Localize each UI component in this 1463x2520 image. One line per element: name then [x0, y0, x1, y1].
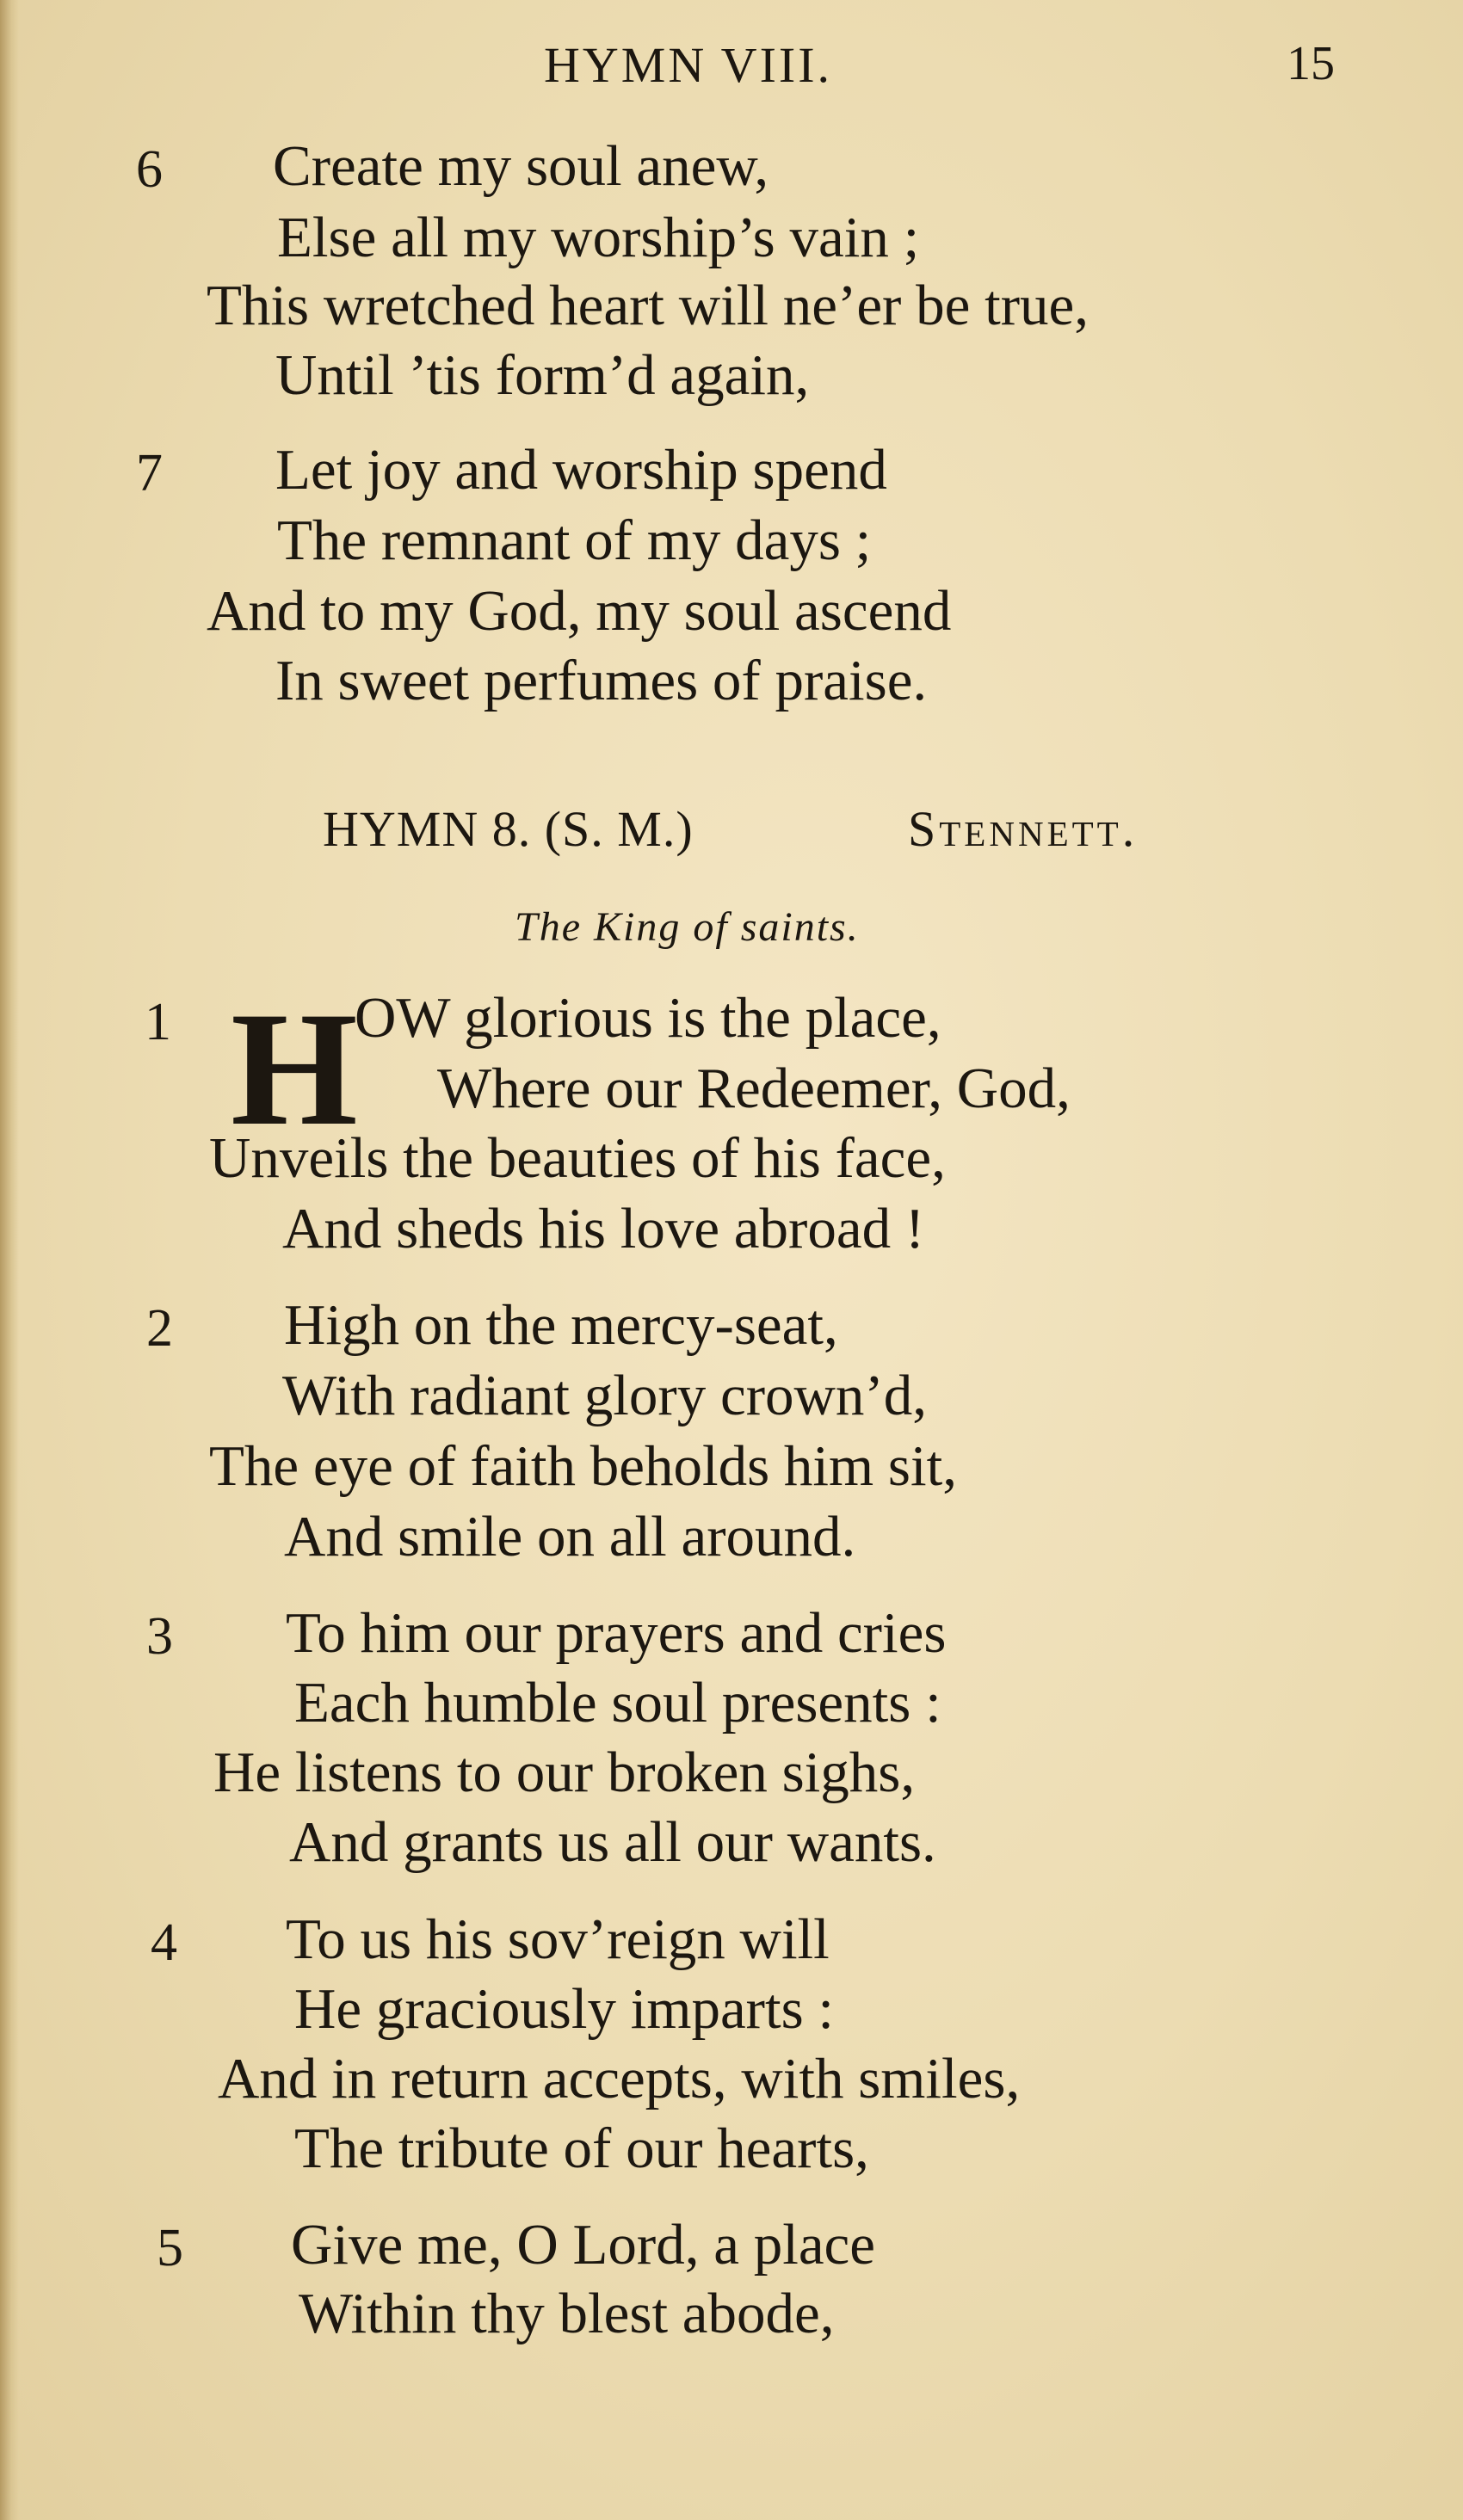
page-gutter-shadow	[0, 0, 19, 2520]
verse-line: Give me, O Lord, a place	[291, 2213, 876, 2277]
drop-cap: H	[231, 979, 358, 1160]
verse-line: And to my God, my soul ascend	[207, 579, 952, 643]
verse-line: The eye of faith beholds him sit,	[209, 1434, 957, 1498]
stanza-number: 4	[151, 1913, 177, 1972]
verse-line: To him our prayers and cries	[286, 1601, 947, 1665]
verse-line: The remnant of my days ;	[277, 508, 872, 572]
verse-line: And sheds his love abroad !	[282, 1197, 925, 1260]
verse-line: Within thy blest abode,	[299, 2282, 835, 2345]
verse-line: Create my soul anew,	[273, 134, 769, 198]
stanza-number: 5	[157, 2219, 183, 2277]
hymn-author: Stennett.	[908, 801, 1139, 857]
stanza-number: 6	[136, 140, 163, 199]
hymn-heading: HYMN 8. (S. M.)	[323, 801, 694, 857]
verse-line: High on the mercy-seat,	[284, 1293, 838, 1357]
verse-line: Each humble soul presents :	[294, 1671, 941, 1734]
verse-line: In sweet perfumes of praise.	[275, 649, 928, 712]
verse-line: And grants us all our wants.	[289, 1810, 936, 1874]
verse-line: He graciously imparts :	[294, 1977, 835, 2041]
verse-line: Until ’tis form’d again,	[275, 343, 810, 407]
stanza-number: 7	[136, 444, 163, 502]
stanza-number: 3	[146, 1607, 173, 1666]
page-number: 15	[1287, 37, 1335, 90]
hymn-subtitle: The King of saints.	[515, 904, 860, 950]
hymn-title	[0, 800, 1463, 869]
verse-line: And smile on all around.	[284, 1505, 856, 1568]
page-header	[0, 36, 1463, 96]
running-head: HYMN VIII.	[544, 37, 833, 93]
verse-line: To us his sov’reign will	[286, 1907, 830, 1971]
verse-line: OW glorious is the place,	[355, 986, 941, 1050]
verse-line: Unveils the beauties of his face,	[209, 1126, 946, 1190]
verse-line: And in return accepts, with smiles,	[218, 2047, 1021, 2110]
verse-line: Else all my worship’s vain ;	[277, 206, 920, 269]
verse-line: Let joy and worship spend	[275, 438, 887, 502]
verse-line: Where our Redeemer, God,	[437, 1057, 1071, 1120]
stanza-number: 1	[145, 993, 171, 1051]
verse-line: The tribute of our hearts,	[294, 2116, 869, 2180]
stanza-number: 2	[146, 1299, 173, 1358]
verse-line: He listens to our broken sighs,	[213, 1741, 916, 1804]
verse-line: With radiant glory crown’d,	[282, 1364, 927, 1427]
verse-line: This wretched heart will ne’er be true,	[207, 274, 1090, 337]
